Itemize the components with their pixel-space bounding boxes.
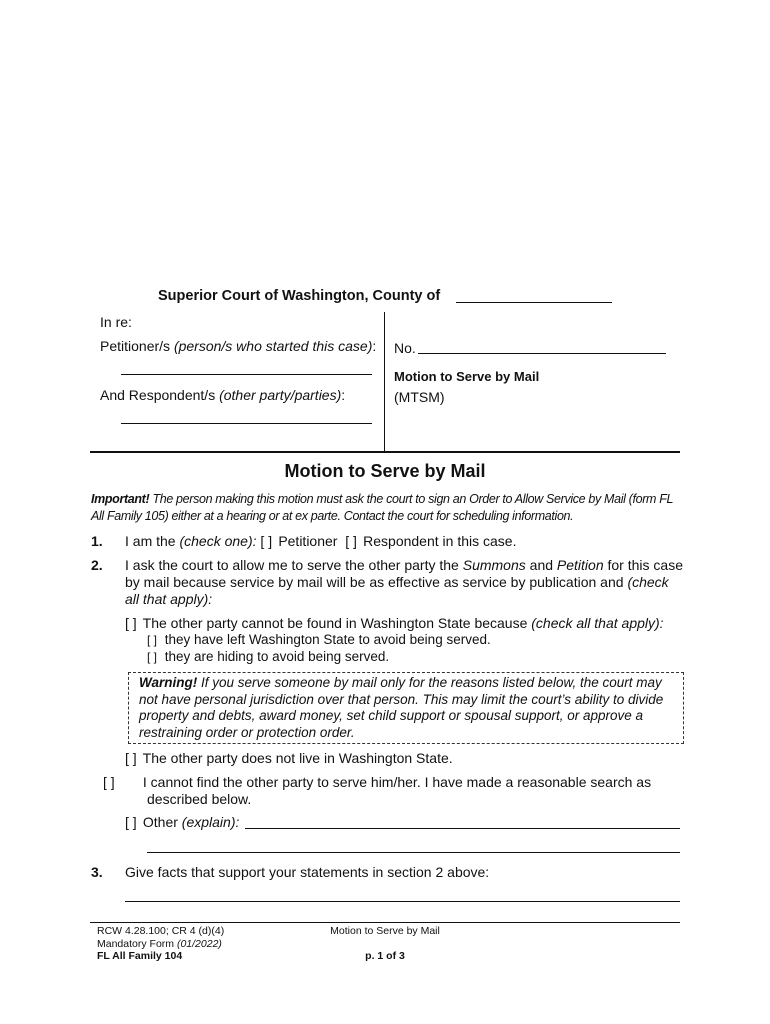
option-cannot-be-found: [ ] The other party cannot be found in Washington State because (check all that apply): — [125, 615, 664, 631]
not-in-state-checkbox[interactable]: [ ] — [125, 750, 137, 766]
item-1-number: 1. — [91, 533, 103, 549]
county-blank-line[interactable] — [456, 302, 612, 303]
footer-page: p. 1 of 3 — [365, 950, 405, 962]
footer-rule — [90, 922, 680, 923]
warning-box: Warning! If you serve someone by mail only for the reasons listed below, the court may not have personal jurisdiction over that person. This may limit the court’s ability to divide property and debts, award money, set child support or spousal support, or approve a restraining order or protection order. — [128, 672, 684, 744]
other-explain-line-2[interactable] — [147, 852, 680, 853]
footer-center — [290, 925, 480, 963]
left-state-checkbox[interactable]: [ ] — [147, 633, 158, 647]
petitioner-name-line[interactable] — [121, 374, 372, 375]
respondent-checkbox[interactable]: [ ] — [345, 533, 357, 549]
footer-title: Motion to Serve by Mail — [330, 925, 440, 937]
caption-form-title: Motion to Serve by Mail — [394, 369, 540, 384]
other-explain-line-1[interactable] — [245, 828, 680, 829]
respondent-name-line[interactable] — [121, 423, 372, 424]
item-3-text: Give facts that support your statements in section 2 above: — [125, 864, 490, 880]
important-note: Important! The person making this motion must ask the court to sign an Order to Allow Service by Mail (form FL All Family 105) either at a hearing or at ex parte. Contact the court for scheduling information. — [91, 492, 673, 523]
footer-mandatory: Mandatory Form (01/2022) — [97, 937, 222, 950]
item-2-text: I ask the court to allow me to serve the other party the Summons and Petition for this case by mail because service by mail will be as effective as service by publication and (check all that apply): — [125, 557, 683, 607]
option-other: [ ] Other (explain): — [125, 814, 240, 830]
petitioner-checkbox[interactable]: [ ] — [260, 533, 273, 549]
footer-rcw: RCW 4.28.100; CR 4 (d)(4) — [97, 925, 225, 937]
caption-divider — [384, 312, 385, 452]
respondent-label: And Respondent/s (other party/parties): — [100, 387, 346, 403]
court-title: Superior Court of Washington, County of — [158, 288, 441, 304]
hiding-checkbox[interactable]: [ ] — [147, 650, 158, 664]
cannot-find-checkbox[interactable]: [ ] — [103, 774, 115, 790]
petitioner-label: Petitioner/s (person/s who started this case): — [100, 338, 377, 354]
case-number-line[interactable] — [418, 353, 666, 354]
item-1-text: I am the (check one): [ ] Petitioner [ ] Respondent in this case. — [125, 533, 517, 549]
item-3-number: 3. — [91, 864, 103, 880]
item-2-number: 2. — [91, 557, 103, 573]
main-title: Motion to Serve by Mail — [284, 461, 486, 481]
in-re-label: In re: — [100, 314, 132, 330]
other-checkbox[interactable]: [ ] — [125, 814, 137, 830]
option-cannot-find: [ ] I cannot find the other party to serve him/her. I have made a reasonable search as described below. — [103, 774, 652, 807]
sub-option-hiding: [ ] they are hiding to avoid being served. — [147, 649, 390, 664]
option-not-in-state: [ ] The other party does not live in Washington State. — [125, 750, 453, 766]
footer-form-id: FL All Family 104 — [97, 950, 183, 962]
cannot-be-found-checkbox[interactable]: [ ] — [125, 615, 137, 631]
case-number-label: No. — [394, 340, 416, 356]
facts-line[interactable] — [125, 901, 680, 902]
caption-form-code: (MTSM) — [394, 389, 445, 405]
sub-option-left-state: [ ] they have left Washington State to avoid being served. — [147, 632, 491, 647]
footer-left — [97, 925, 224, 963]
caption-bottom-rule — [90, 451, 680, 453]
